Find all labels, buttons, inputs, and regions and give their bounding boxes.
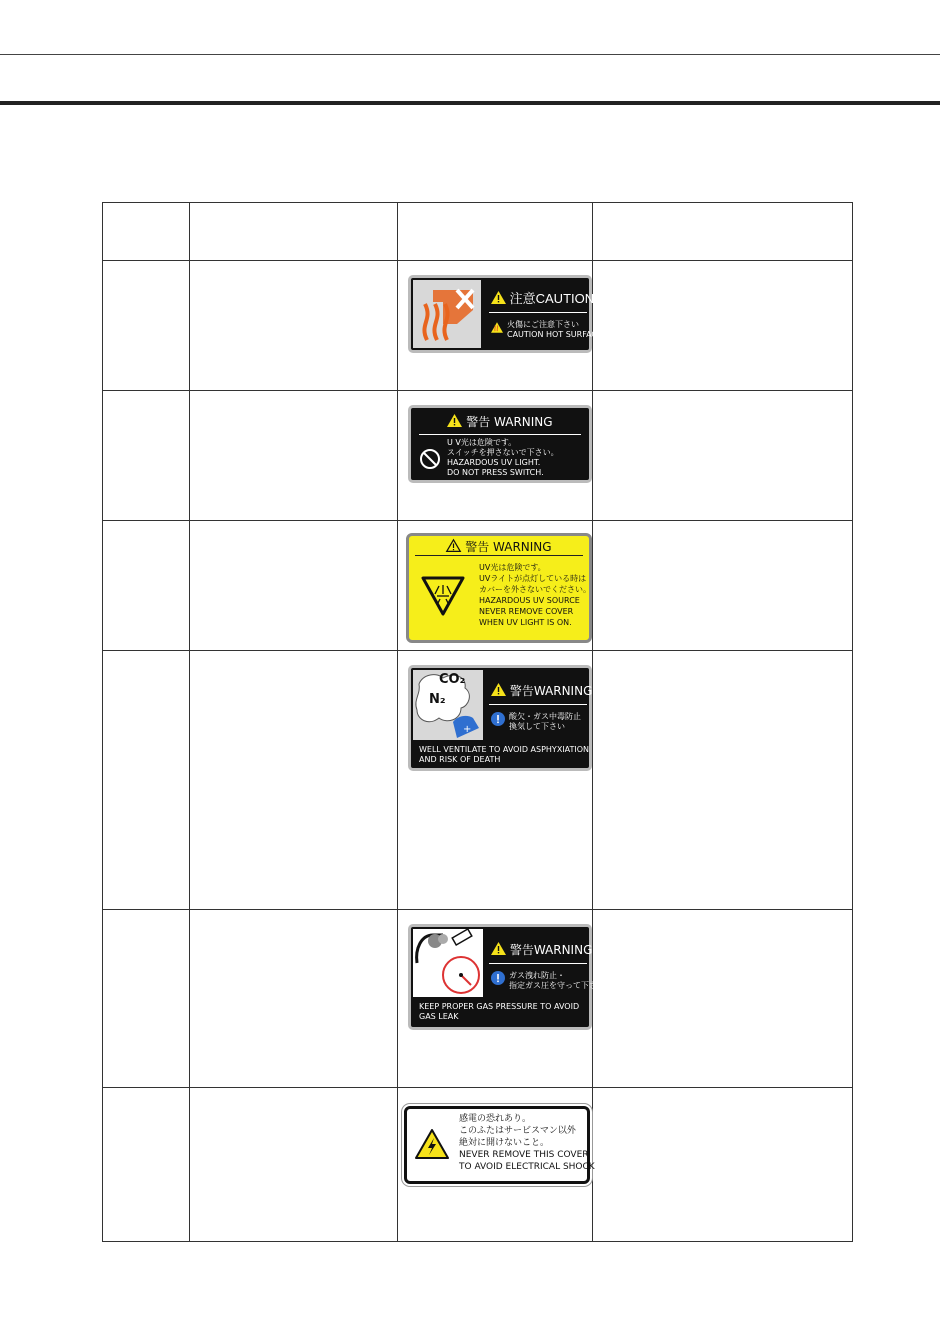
exclamation-icon: [491, 971, 505, 985]
label-header: [411, 413, 589, 430]
label-header-text: 警告WARNING: [509, 943, 593, 957]
label-line: DO NOT PRESS SWITCH.: [447, 468, 544, 477]
label-line: このふたはサービスマン以外: [459, 1126, 576, 1136]
label-line: GAS LEAK: [419, 1012, 459, 1021]
label-line: UV光は危険です。: [479, 563, 546, 572]
label-cell: [398, 910, 605, 1088]
label-line: 感電の恐れあり。: [459, 1114, 532, 1124]
table-cell: [190, 391, 398, 521]
label-text: [507, 320, 602, 340]
label-header-text: 注意CAUTION: [509, 291, 595, 306]
hot-surface-caution-label: [408, 275, 603, 353]
exclamation-icon: [491, 712, 505, 726]
warning-triangle-icon: [491, 942, 506, 955]
prohibited-icon: [419, 448, 441, 470]
label-line: ガス洩れ防止・: [509, 971, 565, 980]
label-line: NEVER REMOVE THIS COVER: [459, 1150, 589, 1160]
label-line: CAUTION HOT SURFACE: [507, 330, 603, 339]
uv-switch-warning-label: [408, 405, 592, 483]
table-cell: [593, 910, 853, 1088]
label-text: [459, 1113, 595, 1173]
label-line: KEEP PROPER GAS PRESSURE TO AVOID: [419, 1002, 580, 1011]
warning-triangle-icon: [491, 683, 506, 696]
table-row: [103, 651, 853, 910]
table-cell: [190, 203, 398, 261]
gas-gauge-icon: [413, 929, 483, 997]
label-line: WHEN UV LIGHT IS ON.: [479, 618, 572, 627]
label-line: 指定ガス圧を守って下さい: [509, 981, 605, 990]
label-text: [447, 438, 559, 478]
gas-cloud-icon: [413, 670, 483, 740]
table-cell: [103, 651, 190, 910]
uv-radiation-icon: [419, 574, 467, 618]
table-cell: [190, 521, 398, 651]
table-cell: [103, 391, 190, 521]
table-cell: [593, 651, 853, 910]
table-cell: [103, 521, 190, 651]
warning-labels-table: [102, 202, 853, 1242]
label-line: 絶対に開けないこと。: [459, 1138, 550, 1148]
electric-shock-warning-label: [404, 1106, 595, 1184]
header-rule-thick: [0, 101, 940, 105]
table-cell: [190, 651, 398, 910]
co2-text: CO₂: [439, 672, 466, 687]
uv-source-warning-label: [406, 533, 592, 643]
label-line: U V光は危険です。: [447, 438, 517, 447]
table-cell: [190, 1088, 398, 1242]
svg-text:+: +: [463, 724, 472, 735]
table-cell: [103, 910, 190, 1088]
label-line: NEVER REMOVE COVER: [479, 607, 574, 616]
divider: [489, 312, 587, 313]
gas-pressure-warning-label: [408, 924, 605, 1030]
table-row: [103, 521, 853, 651]
label-text: [509, 712, 581, 732]
label-line: WELL VENTILATE TO AVOID ASPHYXIATION: [419, 745, 590, 754]
table-cell: [103, 261, 190, 391]
label-cell: [398, 1088, 593, 1242]
label-cell: [398, 391, 593, 521]
label-line: スイッチを押さないで下さい。: [447, 448, 559, 457]
label-text: [419, 1002, 579, 1022]
table-cell: [190, 261, 398, 391]
label-text: [509, 971, 605, 991]
table-cell: [593, 261, 853, 391]
table-row: [103, 910, 853, 1088]
table-row: [103, 261, 853, 391]
divider: [489, 963, 587, 964]
label-line: HAZARDOUS UV SOURCE: [479, 596, 580, 605]
n2-text: N₂: [429, 692, 446, 707]
table-cell: [593, 1088, 853, 1242]
table-cell: [593, 521, 853, 651]
label-line: AND RISK OF DEATH: [419, 755, 501, 764]
table-cell: [398, 203, 593, 261]
table-cell: [103, 203, 190, 261]
divider: [489, 704, 587, 705]
label-text: [419, 745, 589, 765]
table-row: [103, 391, 853, 521]
table-cell: [593, 391, 853, 521]
label-header-text: 警告 WARNING: [465, 540, 552, 554]
label-header-text: 警告WARNING: [509, 684, 593, 698]
label-cell: [398, 651, 593, 910]
label-cell: [398, 261, 603, 391]
header-rule: [0, 54, 940, 55]
label-line: HAZARDOUS UV LIGHT.: [447, 458, 541, 467]
hot-surface-icon: [413, 280, 481, 348]
warning-triangle-icon: [491, 322, 503, 333]
asphyxiation-warning-label: [408, 665, 592, 771]
table-row: [103, 1088, 853, 1242]
table-cell: [103, 1088, 190, 1242]
table-header-row: [103, 203, 853, 261]
table-cell: [190, 910, 398, 1088]
label-line: 火傷にご注意下さい: [507, 320, 579, 329]
label-header: [491, 941, 592, 958]
label-header: [491, 288, 595, 310]
warning-triangle-icon: [447, 414, 462, 427]
warning-triangle-icon: [446, 539, 461, 552]
warning-triangle-icon: [491, 291, 506, 304]
high-voltage-icon: [415, 1129, 449, 1159]
label-text: [479, 562, 591, 628]
label-header-text: 警告 WARNING: [466, 415, 553, 429]
label-header: [491, 682, 592, 699]
label-line: 換気して下さい: [509, 722, 565, 731]
table-cell: [593, 203, 853, 261]
label-line: TO AVOID ELECTRICAL SHOCK: [459, 1162, 595, 1172]
label-cell: [398, 521, 593, 651]
label-line: 酸欠・ガス中毒防止: [509, 712, 581, 721]
divider: [415, 555, 583, 556]
label-line: カバーを外さないでください。: [479, 585, 591, 594]
label-line: UVライトが点灯している時は: [479, 574, 587, 583]
divider: [419, 434, 581, 435]
label-header: [409, 538, 589, 555]
